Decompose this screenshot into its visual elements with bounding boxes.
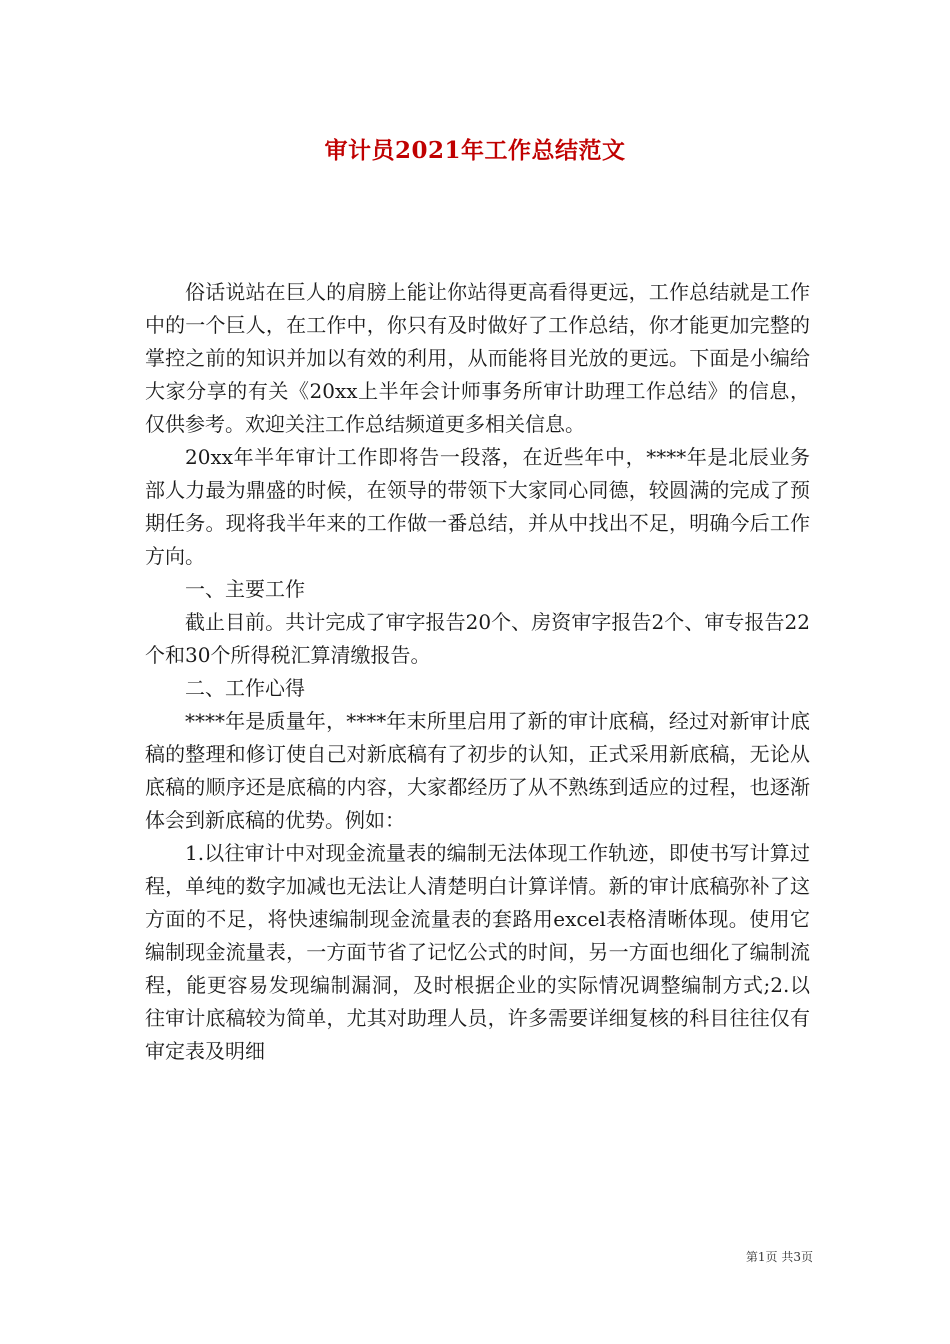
section-heading-main-work: 一、主要工作 bbox=[185, 577, 305, 601]
paragraph-intro: 俗话说站在巨人的肩膀上能让你站得更高看得更远，工作总结就是工作中的一个巨人，在工作中，你只有及时做好了工作总结，你才能更加完整的掌控之前的知识并加以有效的利用，从而能将目光放的更远。下面是小编给大家分享的有关《20xx上半年会计师事务所审计助理工作总结》的信息，仅供参考。欢迎关注工作总结频道更多相关信息。 bbox=[145, 280, 810, 436]
page-number: 第1页 共3页 bbox=[745, 1250, 813, 1264]
paragraph-example: 1.以往审计中对现金流量表的编制无法体现工作轨迹，即使书写计算过程，单纯的数字加减也无法让人清楚明白计算详情。新的审计底稿弥补了这方面的不足，将快速编制现金流量表的套路用excel表格清晰体现。使用它编制现金流量表，一方面节省了记忆公式的时间，另一方面也细化了编制流程，能更容易发现编制漏洞，及时根据企业的实际情况调整编制方式;2.以往审计底稿较为简单，尤其对助理人员，许多需要详细复核的科目往往仅有审定表及明细 bbox=[145, 841, 810, 1063]
paragraph-overview: 20xx年半年审计工作即将告一段落，在近些年中，****年是北辰业务部人力最为鼎盛的时候，在领导的带领下大家同心同德，较圆满的完成了预期任务。现将我半年来的工作做一番总结，并从中找出不足，明确今后工作方向。 bbox=[145, 445, 810, 568]
paragraph-experience: ****年是质量年，****年末所里启用了新的审计底稿，经过对新审计底稿的整理和修订使自己对新底稿有了初步的认知，正式采用新底稿，无论从底稿的顺序还是底稿的内容，大家都经历了从不熟练到适应的过程，也逐渐体会到新底稿的优势。例如： bbox=[145, 709, 810, 832]
document-body bbox=[145, 276, 810, 1068]
paragraph-main-work: 截止目前。共计完成了审字报告20个、房资审字报告2个、审专报告22个和30个所得税汇算清缴报告。 bbox=[145, 610, 810, 667]
section-heading-experience: 二、工作心得 bbox=[185, 676, 305, 700]
page-title: 审计员2021年工作总结范文 bbox=[324, 137, 626, 164]
